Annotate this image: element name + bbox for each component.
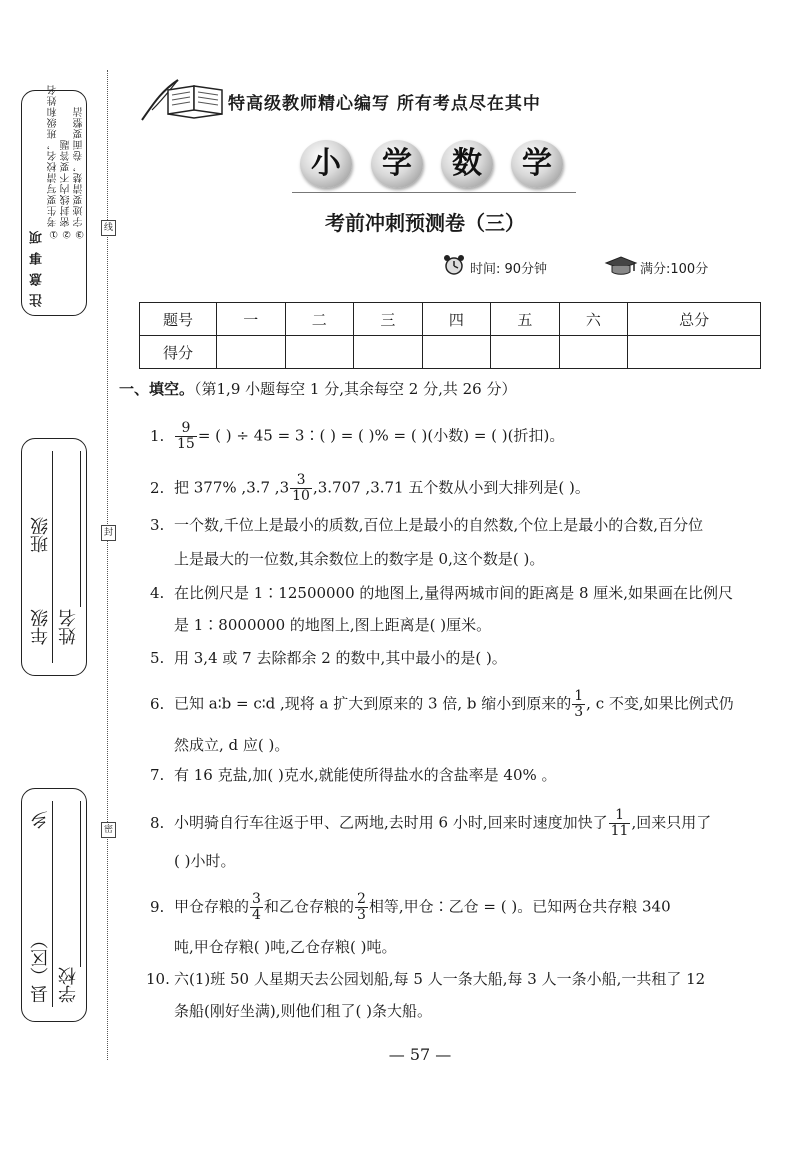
class-label: 班级 [30, 517, 51, 553]
student-info-box [21, 438, 87, 676]
question-9-text-b: 和乙仓存粮的 [263, 897, 354, 916]
question-6-line-2: 然成立, d 应( )。 [174, 736, 290, 754]
county-label: 县（区） [30, 931, 51, 1003]
school-label: 学校 [58, 967, 79, 1003]
slogan: 特高级教师精心编写 所有考点尽在其中 [228, 94, 541, 114]
question-1 [150, 421, 564, 452]
question-3-line-2: 上是最大的一位数,其余数位上的数字是 0,这个数是( )。 [174, 550, 545, 568]
question-5 [150, 647, 507, 669]
question-5-text: 用 3,4 或 7 去除都余 2 的数中,其中最小的是( )。 [174, 649, 507, 667]
q2-fraction [290, 473, 312, 504]
clock-icon [441, 255, 467, 275]
note-1: ①考生要写清校名，班级和姓名 [48, 84, 59, 239]
question-2 [150, 473, 590, 504]
q9-frac1-denominator: 4 [252, 907, 261, 923]
title-char-4: 学 [511, 140, 563, 188]
q1-frac-denominator: 15 [177, 436, 195, 452]
question-6 [150, 689, 734, 720]
graduation-cap-icon [604, 256, 638, 276]
question-3-number: 3. [150, 516, 165, 534]
header-cell-4: 四 [422, 303, 491, 336]
county-township-line[interactable] [52, 801, 53, 1007]
q9-fraction-1 [250, 892, 263, 923]
q9-frac2-denominator: 3 [356, 907, 366, 923]
question-8-text-a: 小明骑自行车往返于甲、乙两地,去时用 6 小时,回来时速度加快了 [174, 813, 608, 832]
question-4-line-1: 在比例尺是 1∶12500000 的地图上,量得两城市间的距离是 8 厘米,如果画在比例尺 [174, 584, 734, 602]
score-cell-3[interactable] [354, 336, 423, 369]
question-9-number: 9. [150, 897, 165, 916]
score-cell-4[interactable] [422, 336, 491, 369]
q6-frac-denominator: 3 [574, 704, 584, 720]
notes-title: 注意事项 [30, 223, 45, 307]
score-cell-1[interactable] [217, 336, 286, 369]
question-9-text-a: 甲仓存粮的 [174, 897, 250, 916]
header-cell-1: 一 [217, 303, 286, 336]
question-10-number: 10. [146, 970, 170, 988]
score-cell-6[interactable] [559, 336, 628, 369]
question-1-text: = ( ) ÷ 45 = 3∶( ) = ( )% = ( )(小数) = ( )(折扣)。 [197, 426, 565, 445]
score-cell-5[interactable] [491, 336, 560, 369]
question-9 [150, 892, 671, 923]
school-line[interactable] [80, 801, 81, 967]
seal-char-xian: 线 [101, 220, 116, 236]
score-table-score-row [140, 336, 761, 369]
q2-frac-denominator: 10 [292, 488, 310, 504]
question-5-number: 5. [150, 649, 165, 667]
question-8-line-2: ( )小时。 [174, 852, 236, 870]
header-cell-6: 六 [559, 303, 628, 336]
question-2-number: 2. [150, 478, 165, 497]
score-cell-2[interactable] [285, 336, 354, 369]
header-cell-2: 二 [285, 303, 354, 336]
question-4-line-2: 是 1∶8000000 的地图上,图上距离是( )厘米。 [174, 616, 492, 634]
question-2-text-a: 把 377% ,3.7 ,3 [174, 478, 290, 497]
header-cell-3: 三 [354, 303, 423, 336]
question-4-number: 4. [150, 584, 165, 602]
question-7-text: 有 16 克盐,加( )克水,就能使所得盐水的含盐率是 40% 。 [174, 766, 557, 784]
header-cell-5: 五 [491, 303, 560, 336]
question-6-text-a: 已知 a∶b = c∶d ,现将 a 扩大到原来的 3 倍, b 缩小到原来的 [174, 694, 572, 713]
q9-frac2-numerator: 2 [356, 891, 366, 907]
q1-frac-numerator: 9 [175, 421, 197, 437]
header-cell-total: 总分 [628, 303, 761, 336]
question-10-line-1: 六(1)班 50 人星期天去公园划船,每 5 人一条大船,每 3 人一条小船,一共租了 12 [174, 970, 706, 988]
full-score: 满分:100分 [640, 262, 709, 277]
name-line[interactable] [80, 451, 81, 607]
grade-label: 年级 [30, 609, 51, 645]
question-3 [150, 514, 703, 536]
township-label: 乡 [30, 811, 51, 829]
title-char-1: 小 [300, 140, 352, 188]
note-3: ③字迹要清楚，卷面要整洁 [74, 106, 85, 239]
exam-time: 时间: 90分钟 [470, 262, 548, 277]
question-6-text-b: , c 不变,如果比例式仍 [586, 694, 734, 713]
book-quill-icon [138, 76, 228, 124]
seal-char-mi: 密 [101, 822, 116, 838]
q6-fraction [572, 689, 585, 720]
question-8 [150, 808, 711, 839]
question-1-number: 1. [150, 426, 165, 445]
section-1-title: 一、填空。 [119, 380, 195, 398]
question-10 [146, 968, 705, 990]
q8-frac-denominator: 11 [610, 823, 629, 839]
question-8-text-b: ,回来只用了 [631, 813, 712, 832]
score-cell-total[interactable] [628, 336, 761, 369]
question-2-text-b: ,3.707 ,3.71 五个数从小到大排列是( )。 [312, 478, 590, 497]
q2-frac-numerator: 3 [290, 473, 312, 489]
header-cell-tihao: 题号 [140, 303, 217, 336]
grade-class-line[interactable] [52, 451, 53, 663]
q1-fraction [175, 421, 197, 452]
title-char-2: 学 [371, 140, 423, 188]
note-2: ②密封线内不要答题 [61, 139, 72, 239]
q8-fraction [609, 808, 631, 839]
q9-fraction-2 [355, 892, 368, 923]
exam-subtitle: 考前冲刺预测卷（三） [325, 211, 525, 235]
notes-box [21, 84, 87, 316]
question-3-line-1: 一个数,千位上是最小的质数,百位上是最小的自然数,个位上是最小的合数,百分位 [174, 516, 704, 534]
score-table-header-row [140, 303, 761, 336]
question-10-line-2: 条船(刚好坐满),则他们租了( )条大船。 [174, 1002, 432, 1020]
q8-frac-numerator: 1 [609, 808, 631, 824]
title-char-3: 数 [441, 140, 493, 188]
question-7-number: 7. [150, 766, 165, 784]
section-1-heading [119, 378, 516, 399]
score-table [139, 302, 761, 369]
title-rule [292, 192, 576, 193]
question-7 [150, 764, 557, 786]
question-9-text-c: 相等,甲仓∶乙仓 = ( )。已知两仓共存粮 340 [368, 897, 671, 916]
seal-char-feng: 封 [101, 525, 116, 541]
q6-frac-numerator: 1 [574, 688, 584, 704]
school-info-box [21, 788, 87, 1022]
question-9-line-2: 吨,甲仓存粮( )吨,乙仓存粮( )吨。 [174, 938, 397, 956]
page-number: — 57 — [388, 1045, 452, 1064]
section-1-note: （第1,9 小题每空 1 分,其余每空 2 分,共 26 分） [194, 380, 517, 398]
question-4 [150, 582, 733, 604]
question-6-number: 6. [150, 694, 165, 713]
q9-frac1-numerator: 3 [252, 891, 261, 907]
score-row-label: 得分 [140, 336, 217, 369]
question-8-number: 8. [150, 813, 165, 832]
name-label: 姓名 [58, 609, 79, 645]
